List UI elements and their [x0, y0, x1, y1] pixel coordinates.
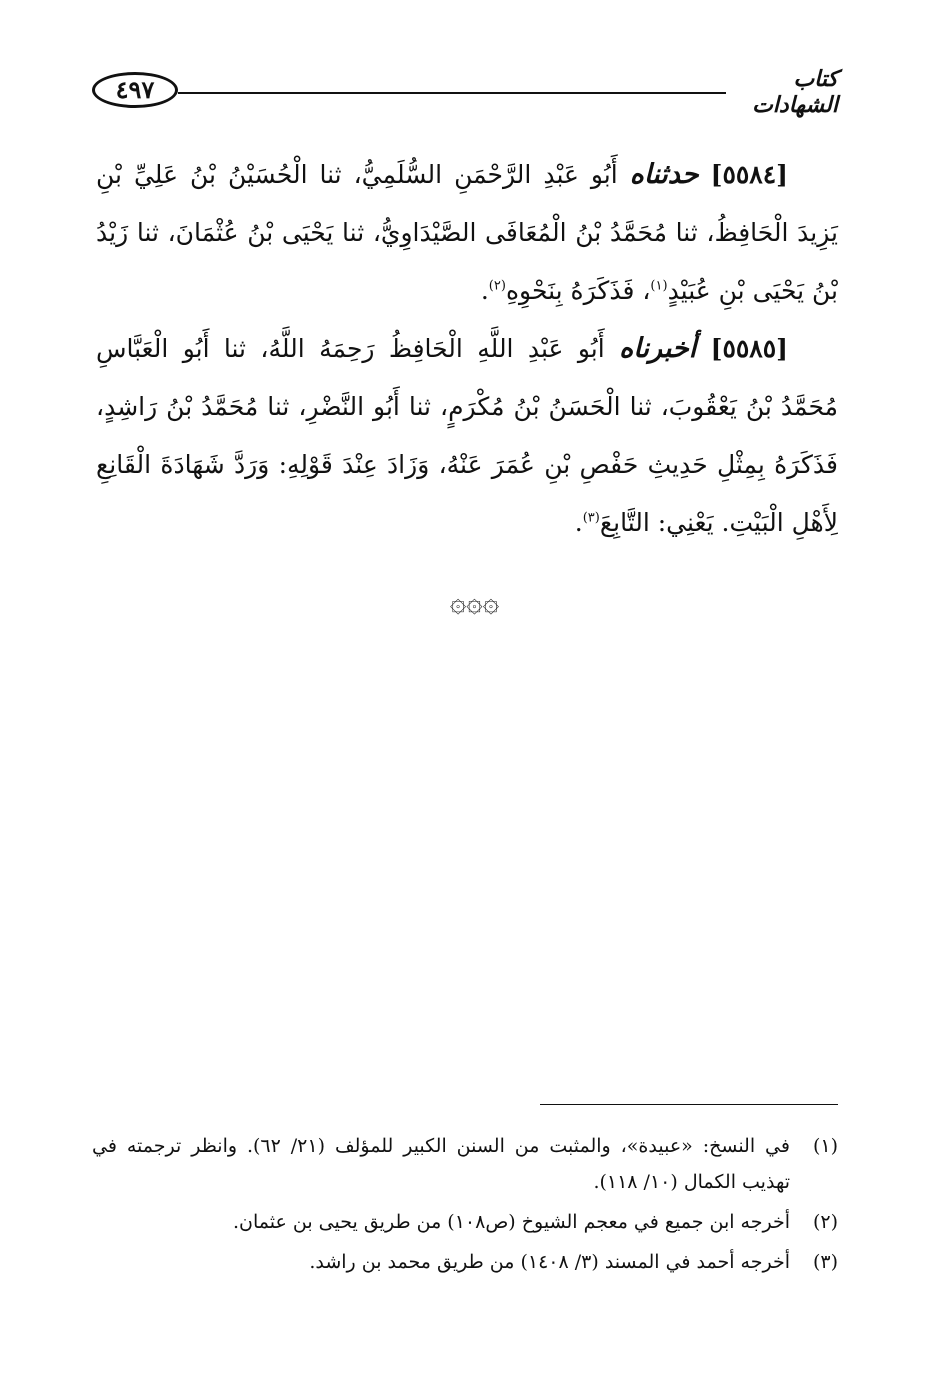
- hadith-number: [٥٥٨٥]: [710, 334, 788, 363]
- footnote-separator: [540, 1104, 838, 1105]
- footnote-number: (٣): [812, 1251, 838, 1273]
- hadith-text: أَبُو عَبْدِ الرَّحْمَنِ السُّلَمِيُّ، ثنا الْحُسَيْنُ بْنُ عَلِيِّ بْنِ يَزِيدَ الْحَافِظُ، ثنا مُحَمَّدُ بْنُ الْمُعَافَى الصَّيْدَاوِيُّ، ثنا يَحْيَى بْنُ عُثْمَانَ، ثنا زَيْدُ بْنُ يَحْيَى بْنِ عُبَيْدٍ: [96, 160, 838, 305]
- footnote-item: [92, 1244, 838, 1280]
- footnote-number: (١): [812, 1135, 838, 1157]
- footnote-ref-3[interactable]: (٣): [582, 510, 600, 526]
- hadith-paragraph-5585: [96, 320, 838, 552]
- hadith-text: أَبُو عَبْدِ اللَّهِ الْحَافِظُ رَحِمَهُ اللَّهُ، ثنا أَبُو الْعَبَّاسِ مُحَمَّدُ بْنُ يَعْقُوبَ، ثنا الْحَسَنُ بْنُ مُكْرَمٍ، ثنا أَبُو النَّضْرِ، ثنا مُحَمَّدُ بْنُ رَاشِدٍ، فَذَكَرَهُ بِمِثْلِ حَدِيثِ حَفْصِ بْنِ عُمَرَ عَنْهُ، وَزَادَ عِنْدَ قَوْلِهِ: وَرَدَّ شَهَادَةَ الْقَانِعِ لِأَهْلِ الْبَيْتِ. يَعْنِي: التَّابِعَ: [96, 334, 838, 537]
- book-title: كتاب الشهادات: [752, 66, 838, 118]
- narration-word: أخبرناه: [619, 333, 697, 364]
- footnote-text: في النسخ: «عبيدة»، والمثبت من السنن الكبير للمؤلف (٢١/ ٦٢). وانظر ترجمته في تهذيب الكمال (١٠/ ١١٨).: [92, 1135, 790, 1193]
- hadith-number: [٥٥٨٤]: [710, 160, 788, 189]
- section-divider-ornament: ۞۞۞: [449, 585, 500, 618]
- footnote-item: [92, 1204, 838, 1240]
- footnote-text: أخرجه أحمد في المسند (٣/ ١٤٠٨) من طريق محمد بن راشد.: [309, 1251, 790, 1273]
- footnote-text: أخرجه ابن جميع في معجم الشيوخ (ص١٠٨) من طريق يحيى بن عثمان.: [233, 1211, 790, 1233]
- footnote-ref-2[interactable]: (٢): [488, 278, 506, 294]
- hadith-text-end: .: [480, 276, 489, 305]
- hadith-text-end: .: [574, 508, 583, 537]
- main-text: [96, 146, 838, 552]
- footnote-ref-1[interactable]: (١): [650, 278, 668, 294]
- page-header: [92, 62, 838, 120]
- hadith-paragraph-5584: [96, 146, 838, 320]
- footnotes: [92, 1128, 838, 1284]
- hadith-text: ، فَذَكَرَهُ بِنَحْوِهِ: [505, 276, 651, 305]
- narration-word: حدثناه: [629, 159, 699, 190]
- header-rule: [178, 92, 726, 94]
- footnote-number: (٢): [812, 1211, 838, 1233]
- footnote-item: [92, 1128, 838, 1200]
- page-number: ٤٩٧: [92, 72, 178, 108]
